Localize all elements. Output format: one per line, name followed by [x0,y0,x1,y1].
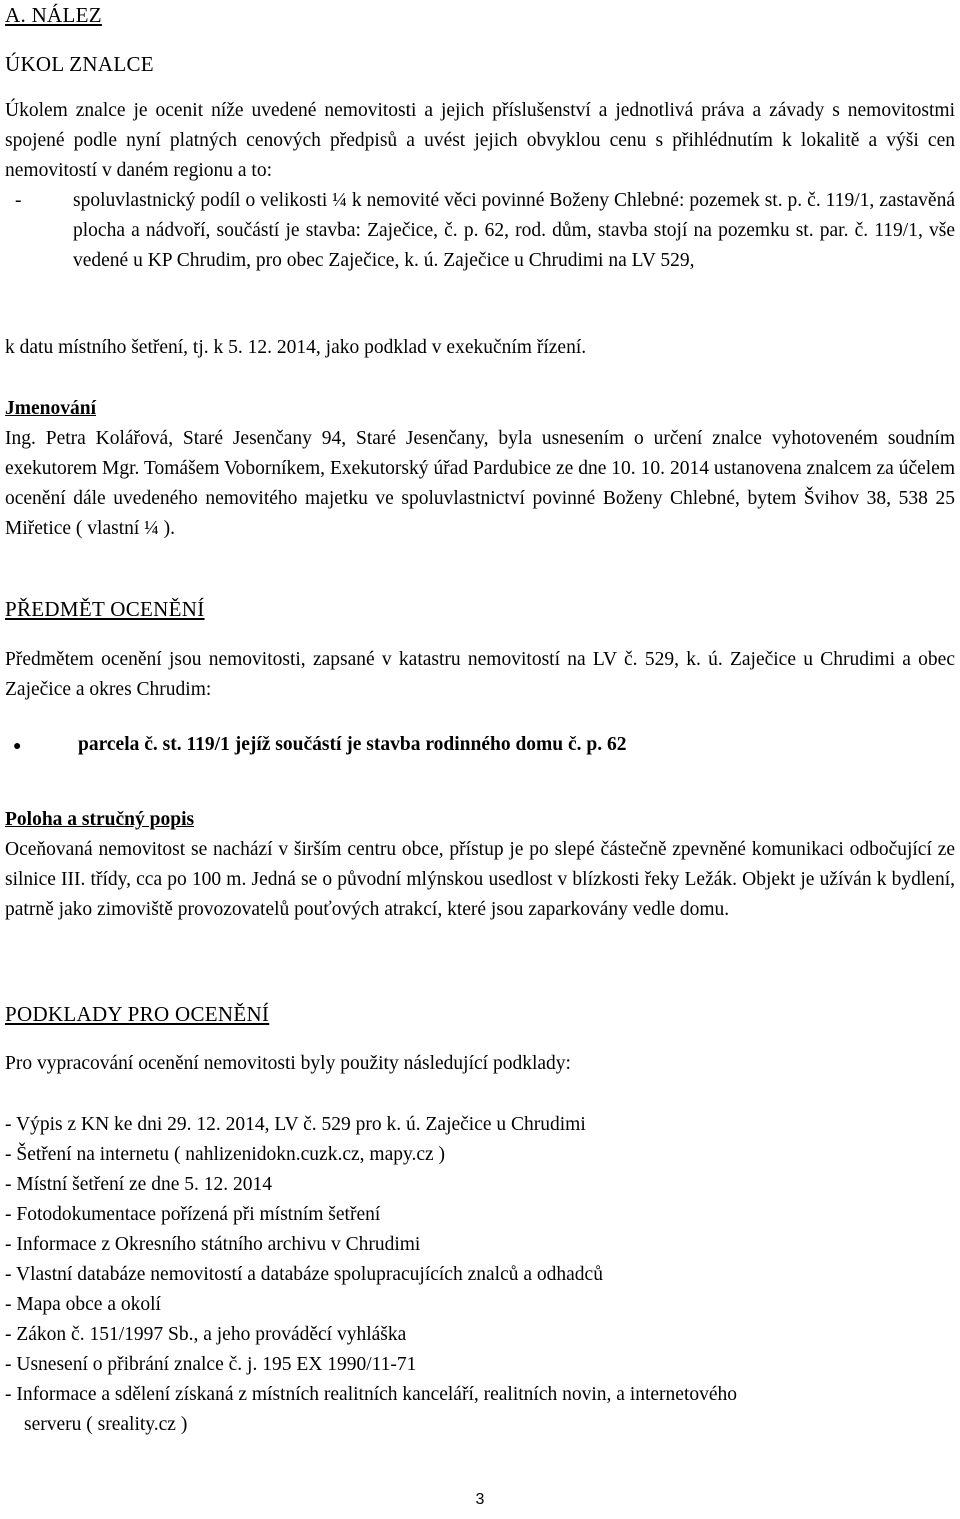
podklady-item: - Usnesení o přibrání znalce č. j. 195 EX 1990/11-71 [5,1354,417,1375]
podklady-list [5,1110,955,1440]
predmet-bullet-block [5,730,955,762]
podklady-item: - Zákon č. 151/1997 Sb., a jeho prováděcí vyhláška [5,1324,407,1345]
podklady-list-block [5,1110,955,1440]
podklady-item: - Výpis z KN ke dni 29. 12. 2014, LV č. 529 pro k. ú. Zaječice u Chrudimi [5,1114,586,1135]
podklady-intro: Pro vypracování ocenění nemovitosti byly použity následující podklady: [5,1053,571,1074]
podklady-item: - Šetření na internetu ( nahlizenidokn.cuzk.cz, mapy.cz ) [5,1144,446,1165]
jmenovani-heading: Jmenování [5,398,97,419]
jmenovani-text: Ing. Petra Kolářová, Staré Jesenčany 94, Staré Jesenčany, byla usnesením o určení znalce vyhotoveném soudním exekutorem Mgr. Tomášem Voborníkem, Exekutorský úřad Pardubice ze dne 10. 10. 2014 ustanovena znalcem za účelem ocenění dále uvedeného nemovitého majetku ve spoluvlastnictví povinné Boženy Chlebné, bytem Švihov 38, 538 25 Miřetice ( vlastní ¼ ). [5,428,955,539]
ukol-item-dash: - [15,190,22,211]
podklady-item: - Informace a sdělení získaná z místních realitních kanceláří, realitních novin, a internetového [5,1384,738,1405]
podklady-item: - Mapa obce a okolí [5,1294,161,1315]
ukol-section [5,96,955,276]
podklady-intro-block [5,1049,955,1079]
podklady-item: - Vlastní databáze nemovitostí a databáze spolupracujících znalců a odhadců [5,1264,603,1285]
ukol-heading: ÚKOL ZNALCE [5,52,154,76]
predmet-heading-block [5,594,955,624]
predmet-section [5,645,955,705]
podklady-item: - Fotodokumentace pořízená při místním šetření [5,1204,381,1225]
predmet-text: Předmětem ocenění jsou nemovitosti, zapsané v katastru nemovitostí na LV č. 529, k. ú. Zaječice u Chrudimi a obec Zaječice a okres Chrudim: [5,649,955,700]
predmet-heading: PŘEDMĚT OCENĚNÍ [5,597,205,621]
ukol-item [5,186,955,276]
ukol-item-text: spoluvlastnický podíl o velikosti ¼ k nemovité věci povinné Boženy Chlebné: pozemek st. p. č. 119/1, zastavěná plocha a nádvoří, součástí je stavba: Zaječice, č. p. 62, rod. dům, stavba stojí na pozemku st. par. č. 119/1, vše vedené u KP Chrudim, pro obec Zaječice, k. ú. Zaječice u Chrudimi na LV 529, [73,190,955,271]
podklady-item: - Místní šetření ze dne 5. 12. 2014 [5,1174,272,1195]
section-a-heading: A. NÁLEZ [5,3,102,27]
ukol-intro: Úkolem znalce je ocenit níže uvedené nemovitosti a jejich příslušenství a jednotlivá práva a závady s nemovitostmi spojené podle nyní platných cenových předpisů a uvést jejich obvyklou cenu s přihlédnutím k lokalitě a výši cen nemovitostí v daném regionu a to: [5,100,955,181]
ukol-date-block [5,333,955,363]
section-a-heading-block [5,0,955,30]
bullet-icon: ● [13,739,22,754]
podklady-heading: PODKLADY PRO OCENĚNÍ [5,1002,270,1026]
podklady-item-continuation: serveru ( sreality.cz ) [24,1414,188,1435]
predmet-bullet [5,730,955,762]
podklady-heading-block [5,999,955,1029]
poloha-section [5,805,955,925]
ukol-date-line: k datu místního šetření, tj. k 5. 12. 2014, jako podklad v exekučním řízení. [5,337,587,358]
jmenovani-section [5,394,955,544]
poloha-heading: Poloha a stručný popis [5,809,195,830]
poloha-text: Oceňovaná nemovitost se nachází v širším centru obce, přístup je po slepé částečně zpevněné komunikaci odbočující ze silnice III. třídy, cca po 100 m. Jedná se o původní mlýnskou usedlost v blízkosti řeky Ležák. Objekt je užíván k bydlení, patrně jako zimoviště provozovatelů pouťových atrakcí, které jsou zaparkovány vedle domu. [5,839,955,920]
ukol-heading-block [5,49,955,79]
page-number: 3 [475,1491,485,1508]
podklady-item: - Informace z Okresního státního archivu v Chrudimi [5,1234,421,1255]
predmet-bullet-text: parcela č. st. 119/1 jejíž součástí je stavba rodinného domu č. p. 62 [78,734,627,755]
